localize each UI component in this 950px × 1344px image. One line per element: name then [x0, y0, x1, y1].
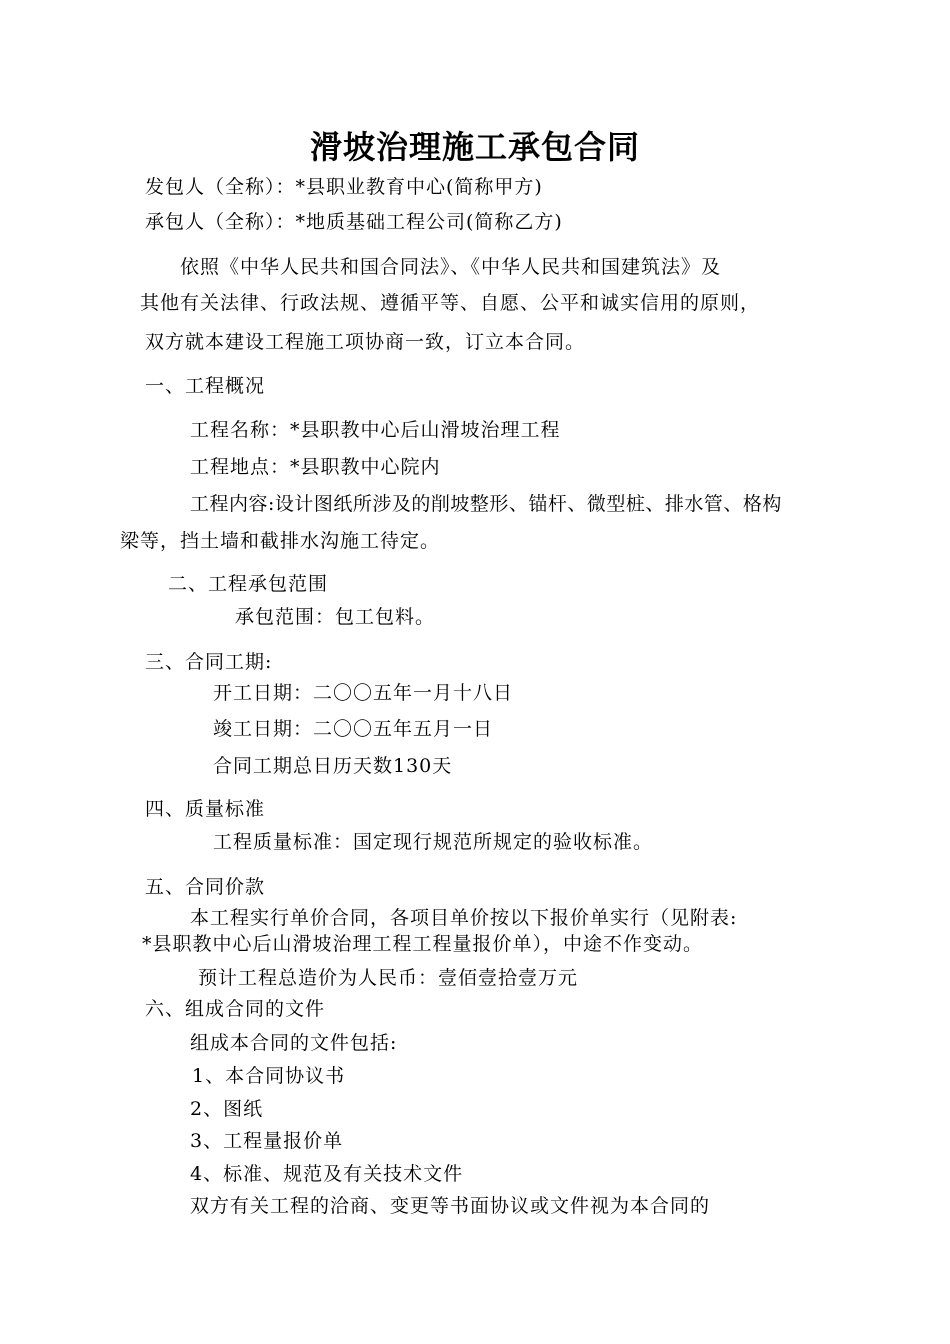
preamble-line-1: 依照《中华人民共和国合同法》、《中华人民共和国建筑法》及: [180, 256, 722, 278]
price-line-2: *县职教中心后山滑坡治理工程工程量报价单），中途不作变动。: [142, 933, 704, 955]
documents-intro: 组成本合同的文件包括:: [190, 1032, 398, 1054]
section-4-heading: 四、质量标准: [145, 798, 266, 820]
start-date: 开工日期：二〇〇五年一月十八日: [213, 682, 514, 704]
documents-tail: 双方有关工程的洽商、变更等书面协议或文件视为本合同的: [190, 1195, 711, 1217]
document-item: 2、图纸: [190, 1098, 264, 1120]
price-line-1: 本工程实行单价合同，各项目单价按以下报价单实行（见附表:: [190, 907, 738, 929]
total-duration: 合同工期总日历天数130天: [213, 755, 453, 777]
completion-date: 竣工日期：二〇〇五年五月一日: [213, 718, 494, 740]
document-item: 4、标准、规范及有关技术文件: [190, 1163, 464, 1185]
preamble-line-2: 其他有关法律、行政法规、遵循平等、自愿、公平和诚实信用的原则，: [140, 292, 761, 314]
project-content-line-1: 工程内容:设计图纸所涉及的削坡整形、锚杆、微型桩、排水管、格构: [190, 493, 782, 515]
project-content-line-2: 梁等，挡土墙和截排水沟施工待定。: [120, 530, 441, 552]
project-name: 工程名称：*县职教中心后山滑坡治理工程: [190, 419, 561, 441]
section-1-heading: 一、工程概况: [145, 375, 266, 397]
document-title: 滑坡治理施工承包合同: [309, 128, 640, 166]
quality-standard: 工程质量标准：国定现行规范所规定的验收标准。: [213, 831, 654, 853]
preamble-line-3: 双方就本建设工程施工项协商一致，订立本合同。: [145, 331, 586, 353]
section-5-heading: 五、合同价款: [145, 876, 266, 898]
section-3-heading: 三、合同工期:: [145, 651, 273, 673]
contract-scope: 承包范围：包工包料。: [235, 606, 436, 628]
document-item: 1、本合同协议书: [192, 1065, 346, 1087]
employer-line: 发包人（全称）：*县职业教育中心(简称甲方): [145, 176, 543, 198]
section-6-heading: 六、组成合同的文件: [145, 998, 326, 1020]
price-estimate: 预计工程总造价为人民币：壹佰壹拾壹万元: [198, 967, 579, 989]
document-item: 3、工程量报价单: [190, 1130, 344, 1152]
project-location: 工程地点：*县职教中心院内: [190, 456, 441, 478]
section-2-heading: 二、工程承包范围: [168, 573, 329, 595]
contractor-line: 承包人（全称）：*地质基础工程公司(简称乙方): [145, 211, 563, 233]
